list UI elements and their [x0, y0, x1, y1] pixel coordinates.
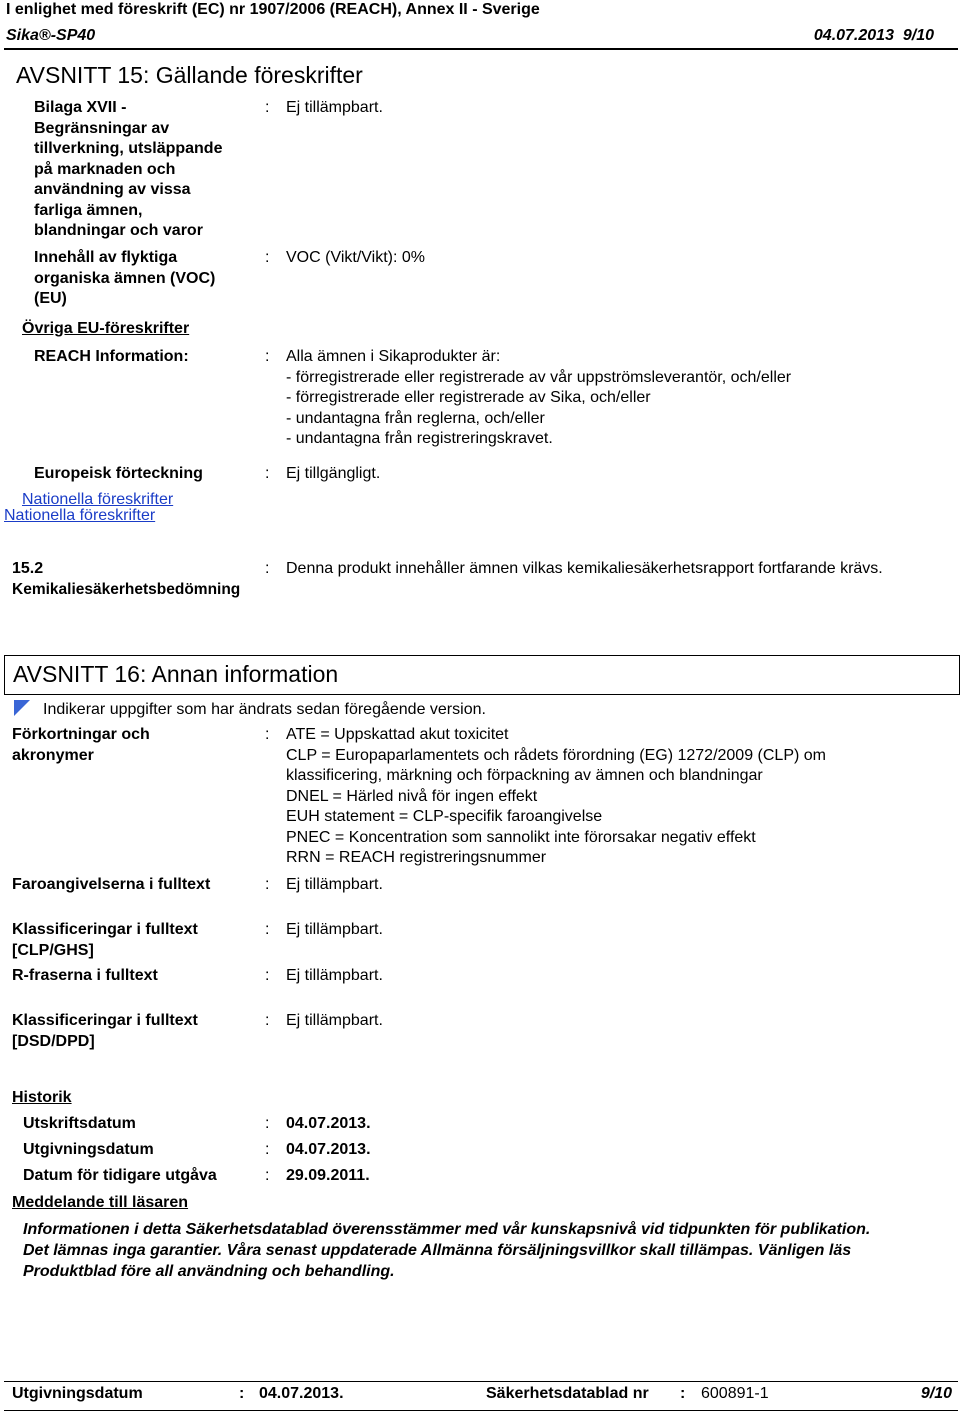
eu-inventory-label: Europeisk förteckning [34, 465, 203, 482]
eu-inventory-value: Ej tillgängligt. [286, 465, 381, 482]
colon: : [239, 1385, 245, 1402]
r-phrases-label: R-fraserna i fulltext [12, 967, 158, 984]
section-15-header [4, 55, 958, 95]
abbreviations-label: Förkortningar och akronymer [12, 726, 150, 764]
dsd-classifications-value: Ej tillämpbart. [286, 1012, 383, 1029]
header-page: 9/10 [902, 27, 934, 44]
section-16-title: AVSNITT 16: Annan information [13, 661, 339, 687]
reader-notice-text: Informationen i detta Säkerhetsdatablad överensstämmer med vår kunskapsnivå vid tidpunkten för publikation. Det lämnas inga garantier. Våra senast uppdaterade Allmänna försäljningsvillkor skall tillämpas. Vänligen läs Produktblad före all användning och behandling. [23, 1221, 871, 1280]
reader-notice-heading: Meddelande till läsaren [12, 1194, 189, 1211]
section-16-header [4, 655, 960, 695]
voc-value: VOC (Vikt/Vikt): 0% [286, 249, 425, 266]
dsd-classifications-label: Klassificeringar i fulltext [DSD/DPD] [12, 1012, 198, 1050]
print-date-value: 04.07.2013. [286, 1115, 371, 1132]
voc-label: Innehåll av flyktiga organiska ämnen (VOC) (EU) [34, 249, 216, 307]
footer-page: 9/10 [920, 1385, 952, 1402]
colon: : [265, 967, 270, 984]
colon: : [265, 560, 270, 577]
hazard-statements-label: Faroangivelserna i fulltext [12, 876, 211, 893]
colon: : [265, 348, 270, 365]
history-heading: Historik [12, 1089, 72, 1106]
abbreviations-value: ATE = Uppskattad akut toxicitet CLP = Europaparlamentets och rådets förordning (EG) 1272/2009 (CLP) om klassificering, märkning och förpackning av ämnen och blandningar DNEL = Härled nivå för ingen effekt EUH statement = CLP-specifik faroangivelse PNEC = Koncentration som sannolikt inte förorsakar negativ effekt RRN = REACH registreringsnummer [286, 726, 826, 866]
issue-date-label: Utgivningsdatum [23, 1141, 154, 1158]
national-regulations-link[interactable]: Nationella föreskrifter [4, 507, 156, 524]
change-marker-icon [14, 700, 30, 716]
header-product-line [6, 26, 934, 46]
footer-issue-value: 04.07.2013. [259, 1385, 344, 1402]
header-date-page [814, 26, 934, 46]
annex-xvii-value: Ej tillämpbart. [286, 99, 383, 116]
csa-label: 15.2 Kemikaliesäkerhetsbedömning [12, 560, 241, 598]
hazard-statements-value: Ej tillämpbart. [286, 876, 383, 893]
colon: : [265, 726, 270, 743]
r-phrases-value: Ej tillämpbart. [286, 967, 383, 984]
colon: : [265, 921, 270, 938]
issue-date-value: 04.07.2013. [286, 1141, 371, 1158]
other-eu-regulations-heading: Övriga EU-föreskrifter [22, 320, 190, 337]
colon: : [680, 1385, 686, 1402]
previous-issue-value: 29.09.2011. [286, 1167, 370, 1184]
colon: : [265, 1141, 270, 1158]
clp-classifications-label: Klassificeringar i fulltext [CLP/GHS] [12, 921, 198, 959]
print-date-label: Utskriftsdatum [23, 1115, 136, 1132]
colon: : [265, 1115, 270, 1132]
annex-xvii-label: Bilaga XVII - Begränsningar av tillverkning, utsläppande på marknaden och användning av vissa farliga ämnen, blandningar och varor [34, 99, 223, 239]
previous-issue-label: Datum för tidigare utgåva [23, 1167, 217, 1184]
reach-value: Alla ämnen i Sikaprodukter är: - förregistrerade eller registrerade av vår uppströmsleverantör, och/eller - förregistrerade eller registrerade av Sika, och/eller - undantagna från reglerna, och/eller - undantagna från registreringskravet. [286, 348, 792, 447]
colon: : [265, 465, 270, 482]
change-note: Indikerar uppgifter som har ändrats sedan föregående version. [43, 701, 486, 718]
colon: : [265, 876, 270, 893]
document-title: I enlighet med föreskrift (EC) nr 1907/2006 (REACH), Annex II - Sverige [6, 1, 540, 18]
footer-issue-label: Utgivningsdatum [12, 1385, 143, 1402]
footer-sds-value: 600891-1 [701, 1385, 769, 1402]
section-15-title: AVSNITT 15: Gällande föreskrifter [16, 62, 363, 88]
csa-value: Denna produkt innehåller ämnen vilkas kemikaliesäkerhetsrapport fortfarande krävs. [286, 560, 883, 577]
header-date: 04.07.2013 [813, 27, 894, 44]
colon: : [265, 249, 270, 266]
footer-frame [4, 1381, 958, 1411]
colon: : [265, 1012, 270, 1029]
national-regulations-link[interactable]: Nationella föreskrifter [22, 491, 174, 508]
product-name: Sika®-SP40 [6, 27, 96, 44]
colon: : [265, 1167, 270, 1184]
footer-sds-label: Säkerhetsdatablad nr [486, 1385, 649, 1402]
reach-label: REACH Information: [34, 348, 189, 365]
colon: : [265, 99, 270, 116]
header-rule [4, 48, 958, 50]
clp-classifications-value: Ej tillämpbart. [286, 921, 383, 938]
